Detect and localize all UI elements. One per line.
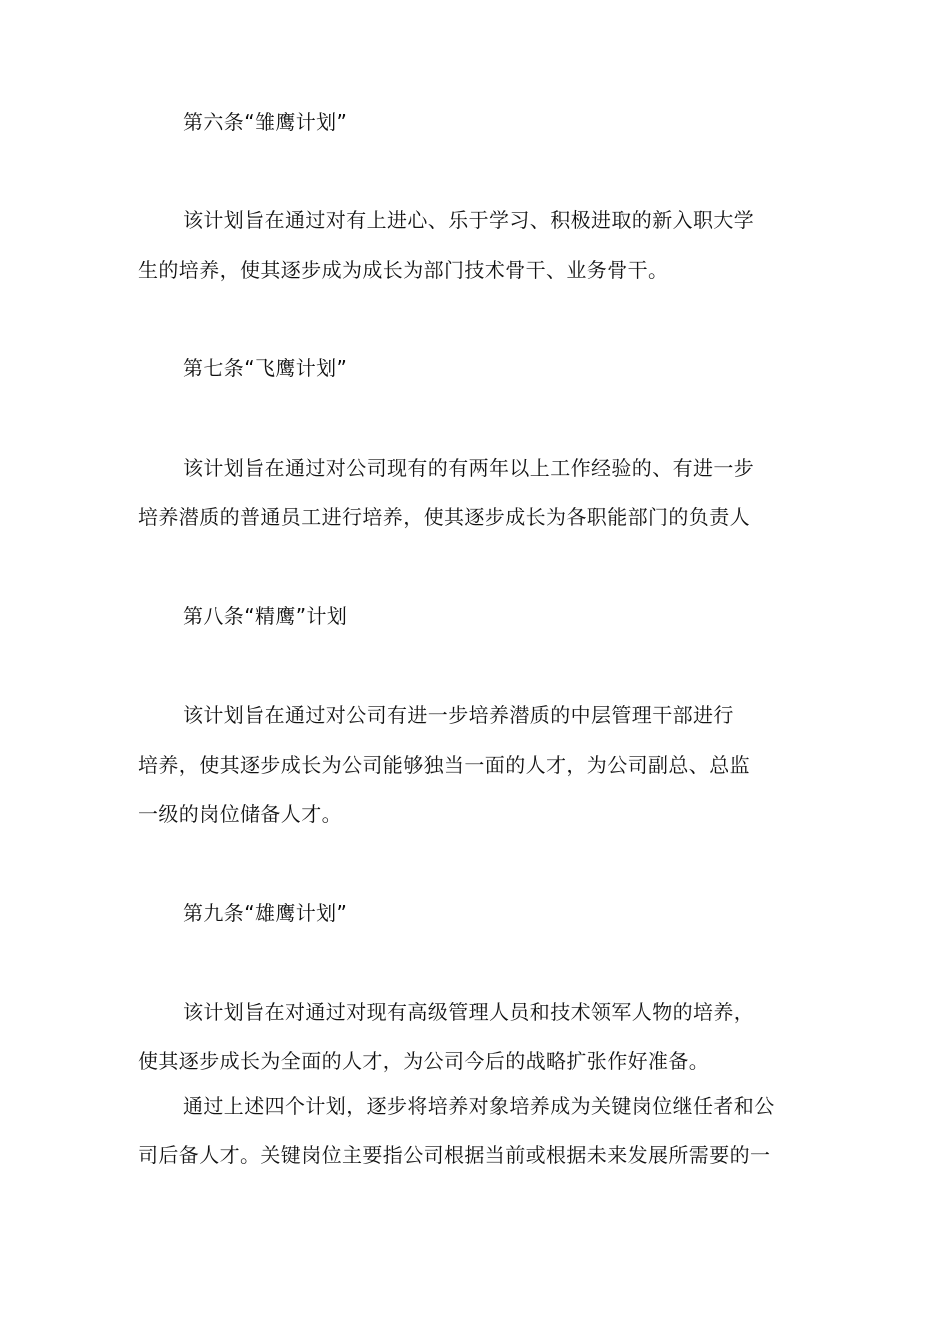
article-7-heading: 第七条“飞鹰计划” bbox=[183, 356, 348, 380]
article-6-text-line-1: 该计划旨在通过对有上进心、乐于学习、积极进取的新入职大学 bbox=[183, 208, 755, 232]
article-9-heading: 第九条“雄鹰计划” bbox=[183, 901, 348, 925]
article-7-text-line-1: 该计划旨在通过对公司现有的有两年以上工作经验的、有进一步 bbox=[183, 456, 755, 480]
article-8-text-line-2: 培养，使其逐步成长为公司能够独当一面的人才，为公司副总、总监 bbox=[138, 753, 750, 777]
article-6-heading: 第六条“雏鹰计划” bbox=[183, 110, 348, 134]
article-8-heading: 第八条“精鹰”计划 bbox=[183, 604, 348, 628]
article-8-text-line-1: 该计划旨在通过对公司有进一步培养潜质的中层管理干部进行 bbox=[183, 703, 734, 727]
article-9-text-line-1: 该计划旨在对通过对现有高级管理人员和技术领军人物的培养， bbox=[183, 1000, 755, 1024]
article-7-text-line-2: 培养潜质的普通员工进行培养，使其逐步成长为各职能部门的负责人 bbox=[138, 505, 750, 529]
summary-text-line-1: 通过上述四个计划，逐步将培养对象培养成为关键岗位继任者和公 bbox=[183, 1094, 775, 1118]
summary-text-line-2: 司后备人才。关键岗位主要指公司根据当前或根据未来发展所需要的一 bbox=[138, 1143, 771, 1167]
article-8-text-line-3: 一级的岗位储备人才。 bbox=[138, 802, 342, 826]
article-6-text-line-2: 生的培养，使其逐步成为成长为部门技术骨干、业务骨干。 bbox=[138, 258, 669, 282]
article-9-text-line-2: 使其逐步成长为全面的人才，为公司今后的战略扩张作好准备。 bbox=[138, 1049, 710, 1073]
